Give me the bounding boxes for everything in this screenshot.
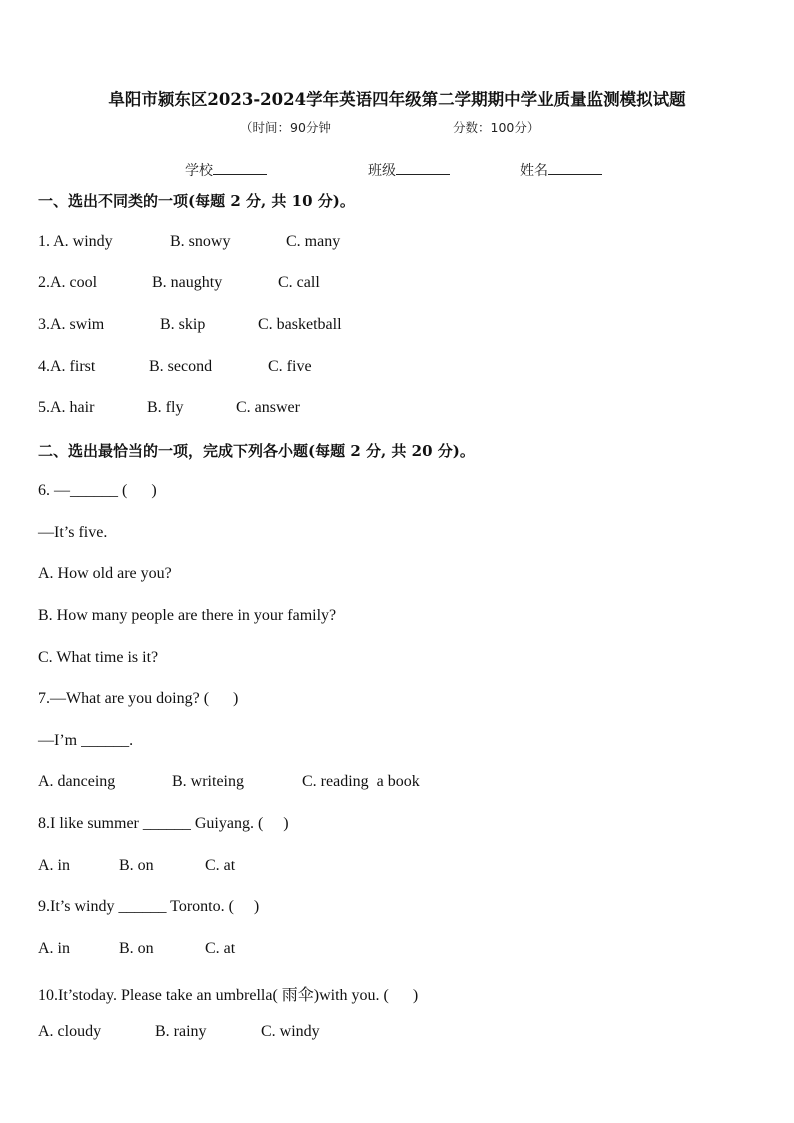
class-field [368,160,450,180]
exam-title: 阜阳市颍东区2023-2024学年英语四年级第二学期期中学业质量监测模拟试题 [108,90,686,109]
question-5-option-c: C. answer [236,399,300,416]
exam-time: （时间：90分钟 [240,120,331,135]
question-10-option-b: B. rainy [155,1023,207,1040]
question-6-option-c: C. What time is it? [38,649,159,666]
school-field [185,160,267,180]
question-1-option-a: 1. A. windy [38,233,113,250]
section-1-title: 一、选出不同类的一项(每题 2 分, 共 10 分)。 [38,192,355,210]
question-3-option-a: 3.A. swim [38,316,105,333]
question-7-option-b: B. writeing [172,773,244,790]
school-label: 学校 [185,163,213,179]
question-9-option-b: B. on [119,940,154,957]
question-10-option-c: C. windy [261,1023,320,1040]
question-7-option-a: A. danceing [38,773,116,790]
question-8-stem: 8.I like summer ______ Guiyang. ( ) [38,815,289,832]
question-2-option-c: C. call [278,274,320,291]
question-1-option-b: B. snowy [170,233,231,250]
question-10-option-a: A. cloudy [38,1023,102,1040]
question-5-option-a: 5.A. hair [38,399,95,416]
question-5-option-b: B. fly [147,399,184,416]
question-8-option-b: B. on [119,857,154,874]
question-9-option-c: C. at [205,940,236,957]
question-4-option-b: B. second [149,358,213,375]
school-blank [213,160,267,175]
class-label: 班级 [368,163,396,179]
question-1-option-c: C. many [286,233,341,250]
question-6-stem: 6. —______ ( ) [38,482,157,499]
question-3-option-b: B. skip [160,316,206,333]
question-8-option-a: A. in [38,857,70,874]
question-10-stem: 10.It’stoday. Please take an umbrella( 雨伞)with you. ( ) [38,987,419,1004]
question-6-option-b: B. How many people are there in your family? [38,607,337,624]
question-4-option-c: C. five [268,358,312,375]
question-3-option-c: C. basketball [258,316,342,333]
question-9-option-a: A. in [38,940,70,957]
question-7-stem: 7.—What are you doing? ( ) [38,690,239,707]
class-blank [396,160,450,175]
question-9-stem: 9.It’s windy ______ Toronto. ( ) [38,898,260,915]
question-7-reply: —I’m ______. [38,732,134,749]
name-blank [548,160,602,175]
question-6-reply: —It’s five. [38,524,108,541]
question-8-option-c: C. at [205,857,236,874]
section-2-title: 二、选出最恰当的一项，完成下列各小题(每题 2 分, 共 20 分)。 [38,442,475,460]
name-label: 姓名 [520,163,548,179]
question-4-option-a: 4.A. first [38,358,96,375]
question-2-option-a: 2.A. cool [38,274,98,291]
question-7-option-c: C. reading a book [302,773,420,790]
question-6-option-a: A. How old are you? [38,565,172,582]
question-2-option-b: B. naughty [152,274,223,291]
exam-score: 分数：100分） [453,120,540,135]
name-field [520,160,602,180]
